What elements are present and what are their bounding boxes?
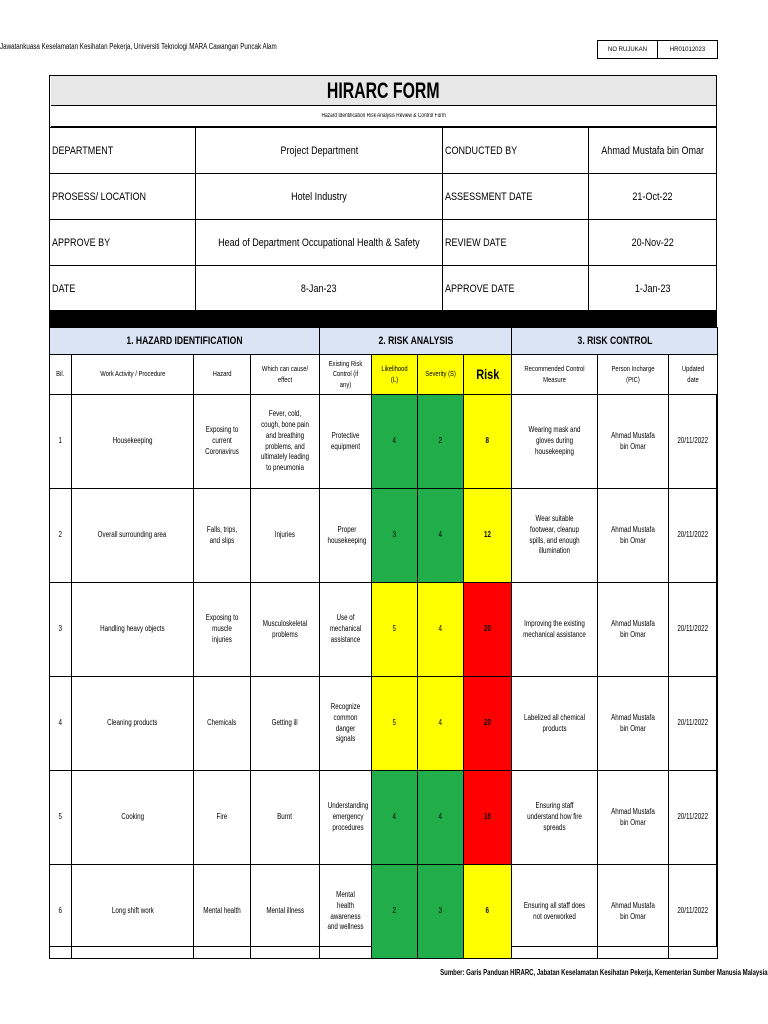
assessment-value: 21-Oct-22 <box>588 174 716 220</box>
cell-recommended: Ensuring staff understand how fire spreads <box>512 771 598 865</box>
cell-existing: Use of mechanical assistance <box>320 583 372 677</box>
review-label: REVIEW DATE <box>442 220 588 266</box>
cell-bil: 5 <box>50 771 72 865</box>
info-table <box>49 127 717 312</box>
cell-likelihood: 4 <box>372 395 418 489</box>
cell-activity: Long shift work <box>72 865 194 959</box>
cell-pic: Ahmad Mustafa bin Omar <box>598 583 669 677</box>
cell-effect: Getting ill <box>251 677 320 771</box>
cell-pic: Ahmad Mustafa bin Omar <box>598 489 669 583</box>
cell-pic: Ahmad Mustafa bin Omar <box>598 771 669 865</box>
cell-severity: 4 <box>418 771 464 865</box>
cell-risk: 20 <box>464 583 512 677</box>
reference-box <box>597 40 718 59</box>
department-value: Project Department <box>196 128 443 174</box>
section-hazard-identification: 1. HAZARD IDENTIFICATION <box>50 328 320 355</box>
review-value: 20-Nov-22 <box>588 220 716 266</box>
department-label: DEPARTMENT <box>50 128 196 174</box>
cell-severity: 4 <box>418 677 464 771</box>
table-row <box>50 677 718 771</box>
cell-risk: 8 <box>464 395 512 489</box>
cell-activity: Housekeeping <box>72 395 194 489</box>
date-label: DATE <box>50 266 196 312</box>
cell-severity: 4 <box>418 583 464 677</box>
conducted-value: Ahmad Mustafa bin Omar <box>588 128 716 174</box>
cell-likelihood: 4 <box>372 771 418 865</box>
section-header-row <box>50 328 718 355</box>
cell-existing: Proper housekeeping <box>320 489 372 583</box>
source-footnote: Sumber: Garis Panduan HIRARC, Jabatan Keselamatan Kesihatan Pekerja, Kementerian Sumber Manusia Malaysia <box>440 968 768 977</box>
table-row <box>50 583 718 677</box>
cell-existing: Understanding emergency procedures <box>320 771 372 865</box>
col-effect: Which can cause/ effect <box>251 355 320 395</box>
col-existing: Existing Risk Control (if any) <box>320 355 372 395</box>
cell-severity: 2 <box>418 395 464 489</box>
cell-hazard: Fire <box>194 771 251 865</box>
cell-activity: Cooking <box>72 771 194 865</box>
committee-header: Jawatankuasa Keselamatan Kesihatan Pekerja, Universiti Teknologi MARA Cawangan Puncak Alam <box>0 42 277 51</box>
cell-risk: 12 <box>464 489 512 583</box>
col-recommended: Recommended Control Measure <box>512 355 598 395</box>
cell-severity: 4 <box>418 489 464 583</box>
assessment-label: ASSESSMENT DATE <box>442 174 588 220</box>
table-row <box>50 865 718 959</box>
cell-likelihood: 5 <box>372 677 418 771</box>
info-row-department <box>50 128 717 174</box>
cell-updated: 20/11/2022 <box>669 771 718 865</box>
table-row <box>50 489 718 583</box>
cell-recommended: Wear suitable footwear, cleanup spills, and enough illumination <box>512 489 598 583</box>
cell-pic: Ahmad Mustafa bin Omar <box>598 395 669 489</box>
cell-hazard: Exposing to current Coronavirus <box>194 395 251 489</box>
form-subtitle <box>51 106 716 128</box>
col-severity: Severity (S) <box>418 355 464 395</box>
cell-bil: 1 <box>50 395 72 489</box>
section-risk-analysis: 2. RISK ANALYSIS <box>320 328 512 355</box>
cell-likelihood: 2 <box>372 865 418 959</box>
col-activity: Work Activity / Procedure <box>72 355 194 395</box>
cell-activity: Handling heavy objects <box>72 583 194 677</box>
cell-likelihood: 5 <box>372 583 418 677</box>
cell-bil: 6 <box>50 865 72 959</box>
cell-bil: 2 <box>50 489 72 583</box>
cell-activity: Cleaning products <box>72 677 194 771</box>
col-bil: Bil. <box>50 355 72 395</box>
cell-effect: Fever, cold, cough, bone pain and breathing problems, and ultimately leading to pneumonia <box>251 395 320 489</box>
cell-risk: 16 <box>464 771 512 865</box>
cell-updated: 20/11/2022 <box>669 489 718 583</box>
cell-recommended: Ensuring all staff does not overworked <box>512 865 598 959</box>
cell-effect: Mental illness <box>251 865 320 959</box>
col-risk: Risk <box>464 355 512 395</box>
cell-updated: 20/11/2022 <box>669 395 718 489</box>
cell-bil: 3 <box>50 583 72 677</box>
cell-existing: Recognize common danger signals <box>320 677 372 771</box>
conducted-label: CONDUCTED BY <box>442 128 588 174</box>
form-subtitle-text: Hazard Identification Risk Analysis Review & Control Form <box>321 113 446 119</box>
ref-label: NO RUJUKAN <box>598 41 658 58</box>
cell-activity: Overall surrounding area <box>72 489 194 583</box>
cell-risk: 6 <box>464 865 512 959</box>
col-updated: Updated date <box>669 355 718 395</box>
cell-effect: Musculoskeletal problems <box>251 583 320 677</box>
table-row <box>50 771 718 865</box>
cell-likelihood: 3 <box>372 489 418 583</box>
col-pic: Person Incharge (PIC) <box>598 355 669 395</box>
hirarc-table <box>49 327 718 959</box>
cell-hazard: Chemicals <box>194 677 251 771</box>
cell-recommended: Improving the existing mechanical assistance <box>512 583 598 677</box>
date-value: 8-Jan-23 <box>196 266 443 312</box>
cell-hazard: Exposing to muscle injuries <box>194 583 251 677</box>
col-hazard: Hazard <box>194 355 251 395</box>
column-header-row <box>50 355 718 395</box>
cell-effect: Injuries <box>251 489 320 583</box>
table-row <box>50 395 718 489</box>
approve-by-label: APPROVE BY <box>50 220 196 266</box>
approve-date-label: APPROVE DATE <box>442 266 588 312</box>
info-row-date <box>50 266 717 312</box>
form-title-text: HIRARC FORM <box>327 77 440 103</box>
cell-updated: 20/11/2022 <box>669 865 718 959</box>
section-divider <box>49 310 717 327</box>
info-row-process <box>50 174 717 220</box>
cell-pic: Ahmad Mustafa bin Omar <box>598 677 669 771</box>
cell-hazard: Falls, trips, and slips <box>194 489 251 583</box>
cell-severity: 3 <box>418 865 464 959</box>
info-row-approve <box>50 220 717 266</box>
cell-existing: Protective equipment <box>320 395 372 489</box>
cell-recommended: Labelized all chemical products <box>512 677 598 771</box>
cell-updated: 20/11/2022 <box>669 583 718 677</box>
cell-effect: Burnt <box>251 771 320 865</box>
cell-risk: 20 <box>464 677 512 771</box>
form-title <box>51 76 716 106</box>
approve-by-value: Head of Department Occupational Health & Safety <box>196 220 443 266</box>
ref-value: HR01012023 <box>669 46 706 53</box>
cell-updated: 20/11/2022 <box>669 677 718 771</box>
cell-recommended: Wearing mask and gloves during housekeeping <box>512 395 598 489</box>
process-label: PROSESS/ LOCATION <box>50 174 196 220</box>
cell-bil: 4 <box>50 677 72 771</box>
cell-pic: Ahmad Mustafa bin Omar <box>598 865 669 959</box>
cell-hazard: Mental health <box>194 865 251 959</box>
approve-date-value: 1-Jan-23 <box>588 266 716 312</box>
cell-existing: Mental health awareness and wellness <box>320 865 372 959</box>
process-value: Hotel Industry <box>196 174 443 220</box>
section-risk-control: 3. RISK CONTROL <box>512 328 718 355</box>
col-likelihood: Likelihood (L) <box>372 355 418 395</box>
